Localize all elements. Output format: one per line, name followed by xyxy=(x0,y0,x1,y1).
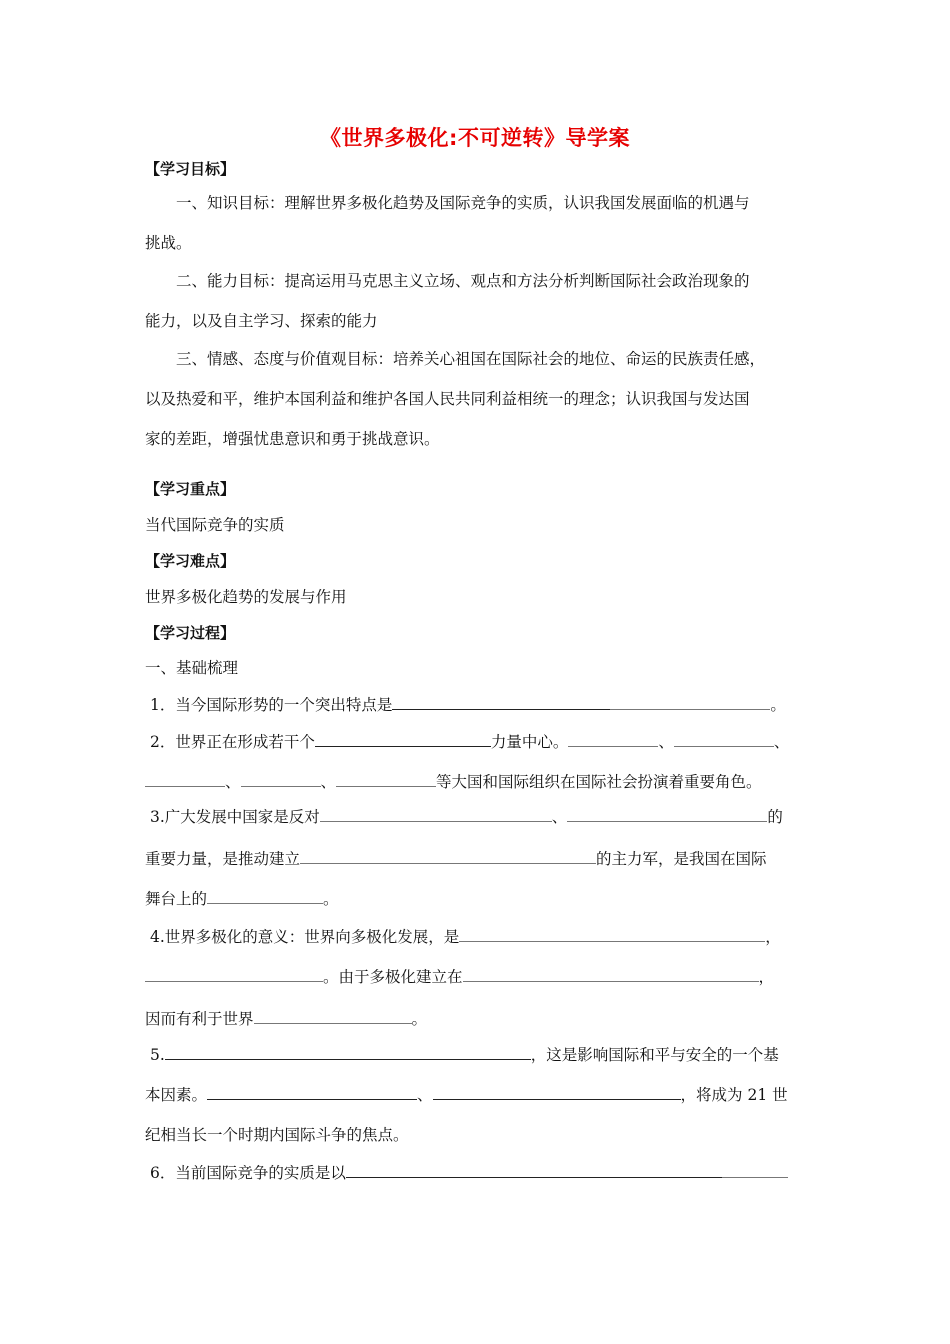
fill-blank[interactable] xyxy=(165,1045,531,1060)
q3-sep: 、 xyxy=(551,808,568,826)
q3-text-e: 的主力军，是我国在国际 xyxy=(596,850,767,868)
fill-blank[interactable] xyxy=(254,1009,412,1024)
q2-end: 等大国和国际组织在国际社会扮演着重要角色。 xyxy=(436,773,762,791)
q2-text-b: 力量中心。 xyxy=(490,733,569,751)
difficulty-text: 世界多极化趋势的发展与作用 xyxy=(145,588,347,606)
fill-blank[interactable] xyxy=(567,807,767,822)
q4-text-e: 因而有利于世界 xyxy=(145,1010,254,1028)
q4-sep-2: ， xyxy=(758,968,775,986)
question-5-cont-2: 纪相当长一个时期内国际斗争的焦点。 xyxy=(145,1126,409,1144)
q5-sep: 、 xyxy=(417,1086,433,1104)
fill-blank[interactable] xyxy=(346,1163,722,1178)
question-6 xyxy=(150,1162,815,1184)
question-3 xyxy=(150,806,815,828)
ability-goal-line-2: 能力，以及自主学习、探索的能力 xyxy=(145,312,378,330)
fill-blank[interactable] xyxy=(336,772,436,787)
fill-blank[interactable] xyxy=(241,772,321,787)
objectives-heading: 【学习目标】 xyxy=(145,160,236,178)
q3-end: 的 xyxy=(767,808,783,826)
q4-text: 4.世界多极化的意义：世界向多极化发展，是 xyxy=(150,928,460,946)
fill-blank[interactable] xyxy=(463,967,759,982)
q3-text-d: 重要力量，是推动建立 xyxy=(145,850,301,868)
q3-text: 3.广大发展中国家是反对 xyxy=(150,808,320,826)
fill-blank[interactable] xyxy=(315,732,491,747)
fill-blank[interactable] xyxy=(674,732,774,747)
q2-sep: 、 xyxy=(658,733,674,751)
emotion-goal-line-1: 三、情感、态度与价值观目标：培养关心祖国在国际社会的地位、命运的民族责任感， xyxy=(176,350,766,368)
fill-blank[interactable] xyxy=(145,967,323,982)
fill-blank[interactable] xyxy=(459,927,765,942)
fill-blank[interactable] xyxy=(392,695,610,710)
q2-sep: 、 xyxy=(773,733,790,751)
question-1 xyxy=(150,694,815,716)
q1-end: 。 xyxy=(770,696,786,714)
ability-goal-line-1: 二、能力目标：提高运用马克思主义立场、观点和方法分析判断国际社会政治现象的 xyxy=(176,272,750,290)
fill-blank[interactable] xyxy=(722,1163,788,1178)
q5-text-e: ，将成为 21 世 xyxy=(680,1086,788,1104)
knowledge-goal-line-2: 挑战。 xyxy=(145,234,192,252)
question-3-cont-2 xyxy=(145,888,810,910)
emotion-goal-line-2: 以及热爱和平，维护本国利益和维护各国人民共同利益相统一的理念；认识我国与发达国 xyxy=(145,390,750,408)
knowledge-goal-line-1: 一、知识目标：理解世界多极化趋势及国际竞争的实质，认识我国发展面临的机遇与 xyxy=(176,194,750,212)
fill-blank[interactable] xyxy=(145,772,225,787)
emotion-goal-line-3: 家的差距，增强忧患意识和勇于挑战意识。 xyxy=(145,430,440,448)
fill-blank[interactable] xyxy=(433,1085,681,1100)
section-basic-review: 一、基础梳理 xyxy=(145,659,239,677)
question-4-cont-2 xyxy=(145,1008,810,1030)
question-5 xyxy=(150,1044,815,1066)
q5-text-c: 本因素。 xyxy=(145,1086,208,1104)
q4-end: 。 xyxy=(411,1010,428,1028)
fill-blank[interactable] xyxy=(610,695,770,710)
question-5-cont xyxy=(145,1084,810,1106)
fill-blank[interactable] xyxy=(207,889,323,904)
q1-text: 1．当今国际形势的一个突出特点是 xyxy=(150,696,393,714)
q2-sep: 、 xyxy=(225,773,241,791)
q3-end-2: 。 xyxy=(323,890,339,908)
q6-text: 6．当前国际竞争的实质是以 xyxy=(150,1164,346,1182)
q4-text-c: 。由于多极化建立在 xyxy=(323,968,463,986)
q2-text: 2．世界正在形成若干个 xyxy=(150,733,315,751)
question-2 xyxy=(150,731,815,753)
key-point-text: 当代国际竞争的实质 xyxy=(145,516,285,534)
page-title: 《世界多极化:不可逆转》导学案 xyxy=(320,126,630,150)
question-4 xyxy=(150,926,815,948)
fill-blank[interactable] xyxy=(207,1085,417,1100)
fill-blank[interactable] xyxy=(320,807,552,822)
q2-sep: 、 xyxy=(320,773,337,791)
fill-blank[interactable] xyxy=(300,849,596,864)
key-point-heading: 【学习重点】 xyxy=(145,480,236,498)
process-heading: 【学习过程】 xyxy=(145,624,236,642)
q4-sep: ， xyxy=(765,928,781,946)
question-3-cont xyxy=(145,848,810,870)
q5-num: 5. xyxy=(150,1046,165,1064)
difficulty-heading: 【学习难点】 xyxy=(145,552,236,570)
question-2-cont xyxy=(145,771,810,793)
q5-text-b: ，这是影响国际和平与安全的一个基 xyxy=(530,1046,779,1064)
fill-blank[interactable] xyxy=(568,732,658,747)
q3-text-f: 舞台上的 xyxy=(145,890,208,908)
question-4-cont xyxy=(145,966,810,988)
